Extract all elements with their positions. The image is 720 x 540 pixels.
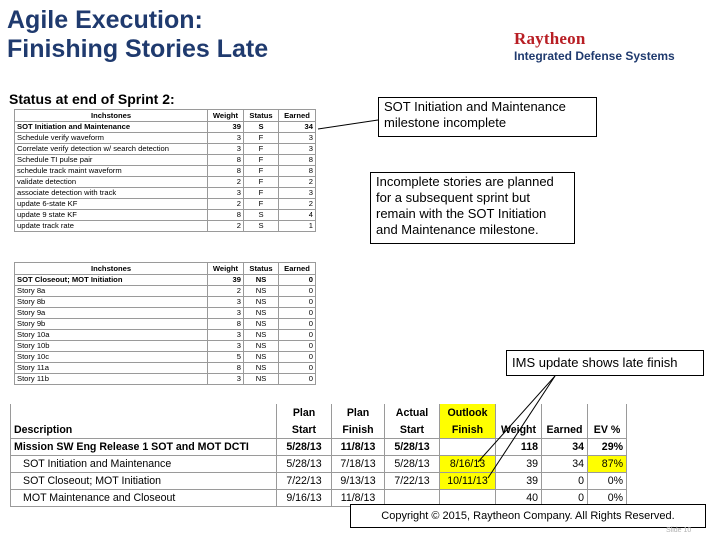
table-cell: MOT Maintenance and Closeout	[11, 490, 277, 507]
table-cell: 5/28/13	[385, 439, 440, 456]
table-cell: 10/11/13	[440, 473, 496, 490]
table-cell: Story 10c	[15, 352, 208, 363]
table-cell: S	[244, 210, 279, 221]
table-cell: 3	[279, 133, 316, 144]
header-cell: Earned	[279, 263, 316, 275]
table-cell: F	[244, 144, 279, 155]
table-cell: 0	[279, 308, 316, 319]
table-cell: 3	[208, 133, 244, 144]
table-cell: 3	[208, 374, 244, 385]
callout-ims-late-finish: IMS update shows late finish	[506, 350, 704, 376]
table-cell: Mission SW Eng Release 1 SOT and MOT DCTI	[11, 439, 277, 456]
title-line-1: Agile Execution:	[7, 6, 203, 34]
table-cell: 39	[496, 456, 542, 473]
table-cell: 8	[279, 155, 316, 166]
table-cell: Story 10b	[15, 341, 208, 352]
status-label: Status at end of Sprint 2:	[9, 91, 175, 107]
table-cell: 3	[279, 188, 316, 199]
table-cell: 11/8/13	[332, 439, 385, 456]
table-cell: 3	[279, 144, 316, 155]
table-cell: NS	[244, 352, 279, 363]
table-cell: 1	[279, 221, 316, 232]
header-cell: Earned	[279, 110, 316, 122]
table-cell: SOT Initiation and Maintenance	[11, 456, 277, 473]
header-cell: Weight	[496, 421, 542, 439]
header-cell: Status	[244, 110, 279, 122]
table-cell: associate detection with track	[15, 188, 208, 199]
table-cell: 0	[279, 286, 316, 297]
header-cell: EV %	[588, 421, 627, 439]
table-cell: 0%	[588, 473, 627, 490]
table-cell: 3	[208, 188, 244, 199]
table-cell: 0	[279, 374, 316, 385]
table-cell: Story 10a	[15, 330, 208, 341]
table-cell: F	[244, 199, 279, 210]
table-cell: 7/22/13	[385, 473, 440, 490]
table-cell: 8	[208, 319, 244, 330]
table-cell: NS	[244, 374, 279, 385]
table-cell: 3	[208, 341, 244, 352]
table-cell: Story 11b	[15, 374, 208, 385]
table-cell: 8	[208, 155, 244, 166]
table-cell: NS	[244, 308, 279, 319]
callout-line-late-finish-1	[478, 376, 555, 462]
table-cell: SOT Closeout; MOT Initiation	[11, 473, 277, 490]
table-cell: 0	[279, 297, 316, 308]
table-cell: 3	[208, 308, 244, 319]
table-cell: Schedule TI pulse pair	[15, 155, 208, 166]
table-cell: 5/28/13	[385, 456, 440, 473]
table-cell: F	[244, 166, 279, 177]
copyright-notice: Copyright © 2015, Raytheon Company. All Rights Reserved.	[350, 504, 706, 528]
table-cell: Schedule verify waveform	[15, 133, 208, 144]
table-cell: 0	[279, 352, 316, 363]
table-cell: 8	[279, 166, 316, 177]
table-cell: 0	[279, 275, 316, 286]
table-cell: NS	[244, 341, 279, 352]
table-cell: 2	[208, 286, 244, 297]
header-cell: Start	[277, 421, 332, 439]
title-line-2: Finishing Stories Late	[7, 35, 269, 63]
callout-milestone-incomplete: SOT Initiation and Maintenance milestone incomplete	[378, 97, 597, 137]
header-cell: Outlook	[440, 404, 496, 421]
table-cell: 8	[208, 210, 244, 221]
header-cell: Inchstones	[15, 110, 208, 122]
table-cell: 87%	[588, 456, 627, 473]
table-cell: F	[244, 155, 279, 166]
table-cell: 2	[279, 199, 316, 210]
header-cell: Earned	[542, 421, 588, 439]
table-cell: 34	[542, 439, 588, 456]
callout-line-sot-incomplete	[318, 120, 378, 129]
header-cell: Plan	[277, 404, 332, 421]
table-cell: 29%	[588, 439, 627, 456]
table-cell: validate detection	[15, 177, 208, 188]
table-cell: 5/28/13	[277, 439, 332, 456]
header-cell: Finish	[440, 421, 496, 439]
table-cell: F	[244, 133, 279, 144]
table-cell: SOT Initiation and Maintenance	[15, 122, 208, 133]
header-cell: Finish	[332, 421, 385, 439]
table-cell: S	[244, 221, 279, 232]
table-cell: Story 9a	[15, 308, 208, 319]
table-cell: 39	[208, 275, 244, 286]
table-cell: 7/22/13	[277, 473, 332, 490]
table-cell: 0	[279, 341, 316, 352]
table-cell: 0	[279, 363, 316, 374]
table-cell: 2	[279, 177, 316, 188]
table-cell: F	[244, 188, 279, 199]
table-cell: 8/16/13	[440, 456, 496, 473]
table-cell: NS	[244, 297, 279, 308]
table-cell: 39	[496, 473, 542, 490]
logo-brand: Raytheon	[514, 29, 586, 48]
header-cell: Plan	[332, 404, 385, 421]
table-cell: F	[244, 177, 279, 188]
table-cell: Correlate verify detection w/ search detection	[15, 144, 208, 155]
table-cell: 8	[208, 363, 244, 374]
table-cell: NS	[244, 363, 279, 374]
table-cell: 9/16/13	[277, 490, 332, 507]
slide-number: Slide 10	[666, 527, 692, 534]
table-cell: 2	[208, 199, 244, 210]
table-cell: 2	[208, 177, 244, 188]
table-cell: 39	[208, 122, 244, 133]
table-cell: update 6-state KF	[15, 199, 208, 210]
table-cell: 0%	[588, 490, 627, 507]
table-cell: Story 11a	[15, 363, 208, 374]
table-cell: 5/28/13	[277, 456, 332, 473]
table-cell: schedule track maint waveform	[15, 166, 208, 177]
table-cell: 9/13/13	[332, 473, 385, 490]
table-cell: 11/8/13	[332, 490, 385, 507]
header-cell: Description	[11, 421, 277, 439]
header-cell: Actual	[385, 404, 440, 421]
table-cell: Story 8b	[15, 297, 208, 308]
table-cell: Story 8a	[15, 286, 208, 297]
table-cell: 34	[279, 122, 316, 133]
callout-incomplete-stories: Incomplete stories are planned for a subsequent sprint but remain with the SOT Initiation and Maintenance milestone.	[370, 172, 575, 244]
table-cell: 7/18/13	[332, 456, 385, 473]
table-cell: 3	[208, 144, 244, 155]
table-cell: 34	[542, 456, 588, 473]
table-cell: S	[244, 122, 279, 133]
table-cell: 0	[542, 473, 588, 490]
table-cell: update 9 state KF	[15, 210, 208, 221]
header-cell: Inchstones	[15, 263, 208, 275]
table-cell: 3	[208, 330, 244, 341]
table-cell: 0	[542, 490, 588, 507]
header-cell: Weight	[208, 263, 244, 275]
header-cell: Status	[244, 263, 279, 275]
header-cell: Start	[385, 421, 440, 439]
table-cell: 3	[208, 297, 244, 308]
table-cell: Story 9b	[15, 319, 208, 330]
table-cell: 2	[208, 221, 244, 232]
table-cell: 5	[208, 352, 244, 363]
header-cell: Weight	[208, 110, 244, 122]
table-cell: NS	[244, 275, 279, 286]
table-cell: NS	[244, 330, 279, 341]
logo-subtitle: Integrated Defense Systems	[514, 49, 675, 63]
callout-line-late-finish-2	[488, 376, 555, 478]
table-cell: 4	[279, 210, 316, 221]
table-cell: NS	[244, 286, 279, 297]
table-cell: SOT Closeout; MOT Initiation	[15, 275, 208, 286]
table-cell: 40	[496, 490, 542, 507]
table-cell: update track rate	[15, 221, 208, 232]
table-cell: NS	[244, 319, 279, 330]
table-cell: 0	[279, 330, 316, 341]
table-cell: 0	[279, 319, 316, 330]
table-cell: 118	[496, 439, 542, 456]
table-cell: 8	[208, 166, 244, 177]
